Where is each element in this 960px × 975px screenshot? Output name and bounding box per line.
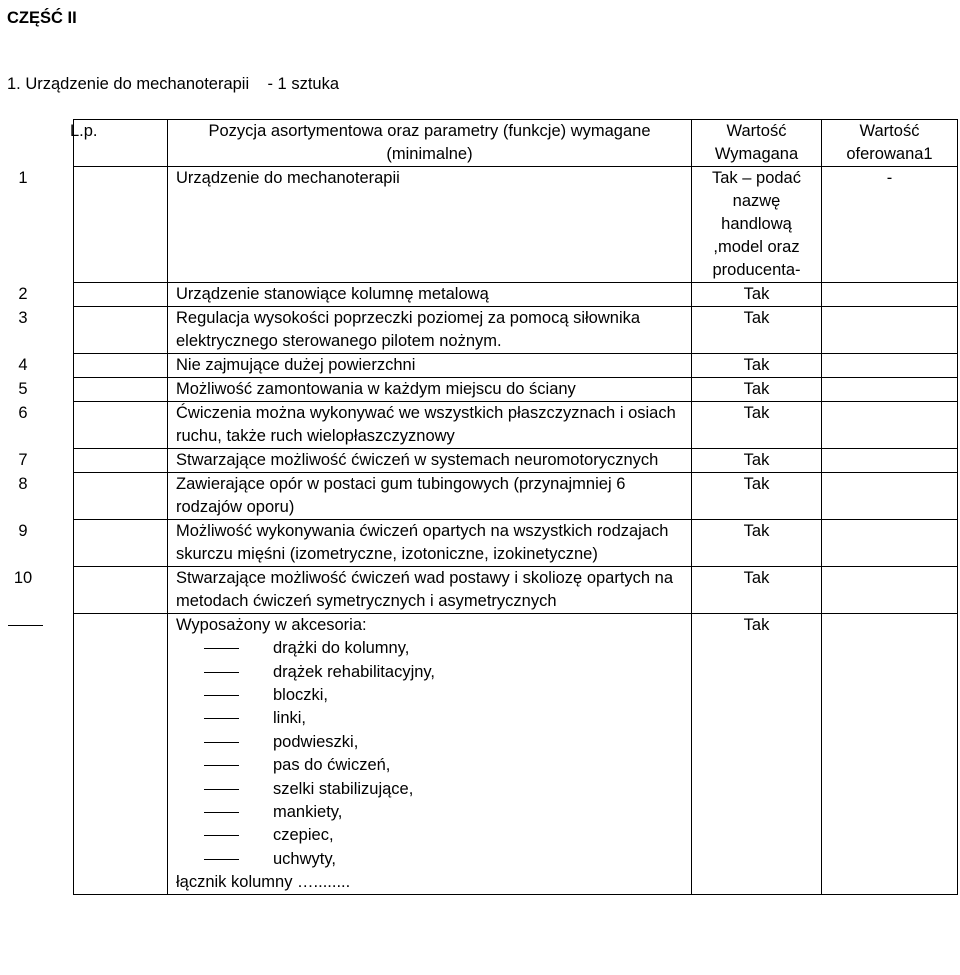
row-lp-cell (13, 567, 168, 614)
dash-bullet (204, 695, 239, 696)
row-number: 6 (18, 404, 28, 422)
dash-bullet (204, 789, 239, 790)
row-lp-cell (18, 307, 168, 354)
row-number: 5 (18, 380, 28, 398)
table-row (74, 283, 958, 307)
accessory-item-label: uchwyty, (273, 849, 336, 868)
table-row (74, 567, 958, 614)
row-required-value: Tak (692, 449, 822, 473)
accessory-item-label: szelki stabilizujące, (273, 779, 414, 798)
row-number: 2 (18, 285, 28, 303)
dash-bullet (204, 812, 239, 813)
row-number: 10 (13, 569, 33, 587)
row-lp-cell (18, 520, 168, 567)
row-lp-cell (18, 354, 168, 378)
row-offered-value[interactable] (822, 449, 958, 473)
accessory-item (176, 848, 687, 871)
dash-bullet (8, 625, 43, 626)
row-description: Stwarzające możliwość ćwiczeń wad postawy i skoliozę opartych na metodach ćwiczeń symetrycznych i asymetrycznych (168, 567, 692, 614)
row-description: Urządzenie stanowiące kolumnę metalową (168, 283, 692, 307)
accessory-item (176, 777, 687, 800)
row-description: Urządzenie do mechanoterapii (168, 167, 692, 283)
dash-bullet (204, 765, 239, 766)
row-offered-value[interactable] (822, 378, 958, 402)
accessories-offered-value[interactable] (822, 614, 958, 895)
row-description: Regulacja wysokości poprzeczki poziomej za pomocą siłownika elektrycznego sterowanego pilotem nożnym. (168, 307, 692, 354)
table-row (74, 167, 958, 283)
accessory-item (176, 660, 687, 683)
row-number: 9 (18, 522, 28, 540)
row-required-value: Tak (692, 354, 822, 378)
row-lp-cell (18, 449, 168, 473)
accessory-item (176, 754, 687, 777)
row-offered-value[interactable] (822, 567, 958, 614)
row-description: Ćwiczenia można wykonywać we wszystkich płaszczyznach i osiach ruchu, także ruch wielopłaszczyznowy (168, 402, 692, 449)
table-row (74, 402, 958, 449)
dash-bullet (204, 648, 239, 649)
accessory-item (176, 684, 687, 707)
table-row (74, 520, 958, 567)
accessories-heading: Wyposażony w akcesoria: (176, 616, 367, 634)
dash-bullet (204, 718, 239, 719)
row-required-value: Tak (692, 473, 822, 520)
part-title: CZĘŚĆ II (7, 9, 77, 27)
row-number: 8 (18, 475, 28, 493)
row-offered-value[interactable] (822, 283, 958, 307)
header-required: Wartość Wymagana (692, 120, 822, 167)
row-offered-value[interactable] (822, 473, 958, 520)
row-required-value: Tak – podać nazwę handlową ,model oraz producenta- (692, 167, 822, 283)
table-row (74, 473, 958, 520)
accessories-lp-cell (74, 614, 168, 895)
row-description: Możliwość wykonywania ćwiczeń opartych na wszystkich rodzajach skurczu mięśni (izometryczne, izotoniczne, izokinetyczne) (168, 520, 692, 567)
accessory-item (176, 707, 687, 730)
row-description: Możliwość zamontowania w każdym miejscu do ściany (168, 378, 692, 402)
accessory-item (176, 801, 687, 824)
row-required-value: Tak (692, 283, 822, 307)
dash-bullet (204, 859, 239, 860)
row-description: Nie zajmujące dużej powierzchni (168, 354, 692, 378)
row-description: Zawierające opór w postaci gum tubingowych (przynajmniej 6 rodzajów oporu) (168, 473, 692, 520)
row-required-value: Tak (692, 402, 822, 449)
row-lp-cell (18, 473, 168, 520)
row-offered-value[interactable] (822, 520, 958, 567)
row-number: 3 (18, 309, 28, 327)
accessories-row (74, 614, 958, 895)
dash-bullet (204, 742, 239, 743)
row-offered-value[interactable] (822, 307, 958, 354)
accessory-item (176, 637, 687, 660)
table-row (74, 354, 958, 378)
row-required-value: Tak (692, 307, 822, 354)
row-number: 1 (18, 169, 28, 187)
table-header-row (74, 120, 958, 167)
row-lp-cell (18, 402, 168, 449)
accessory-item-label: mankiety, (273, 802, 343, 821)
row-description: Stwarzające możliwość ćwiczeń w systemach neuromotorycznych (168, 449, 692, 473)
row-offered-value[interactable] (822, 402, 958, 449)
accessory-item-label: podwieszki, (273, 732, 359, 751)
table-row (74, 307, 958, 354)
row-required-value: Tak (692, 567, 822, 614)
row-number: 7 (18, 451, 28, 469)
specification-table (13, 119, 958, 895)
accessory-item-label: drążki do kolumny, (273, 639, 410, 658)
accessory-item (176, 824, 687, 847)
accessory-item-label: czepiec, (273, 826, 334, 845)
row-lp-cell (18, 283, 168, 307)
dash-bullet (204, 835, 239, 836)
section-title: 1. Urządzenie do mechanoterapii - 1 sztuka (7, 75, 340, 93)
accessory-item-label: linki, (273, 709, 307, 728)
header-lp (70, 120, 168, 167)
table-row (74, 378, 958, 402)
table-row (74, 449, 958, 473)
row-lp-cell (18, 167, 168, 283)
accessories-description (168, 614, 692, 895)
accessory-item (176, 731, 687, 754)
header-description: Pozycja asortymentowa oraz parametry (funkcje) wymagane (minimalne) (168, 120, 692, 167)
accessory-item-label: drążek rehabilitacyjny, (273, 662, 436, 681)
row-offered-value[interactable]: - (822, 167, 958, 283)
accessory-item-label: bloczki, (273, 685, 329, 704)
row-required-value: Tak (692, 520, 822, 567)
row-offered-value[interactable] (822, 354, 958, 378)
row-number: 4 (18, 356, 28, 374)
header-offered: Wartość oferowana1 (822, 120, 958, 167)
accessory-item-label: pas do ćwiczeń, (273, 756, 391, 775)
dash-bullet (204, 672, 239, 673)
accessories-required-value: Tak (692, 614, 822, 895)
accessories-footer: łącznik kolumny …........ (176, 872, 351, 891)
row-required-value: Tak (692, 378, 822, 402)
header-lp-label: L.p. (70, 122, 98, 140)
row-lp-cell (18, 378, 168, 402)
